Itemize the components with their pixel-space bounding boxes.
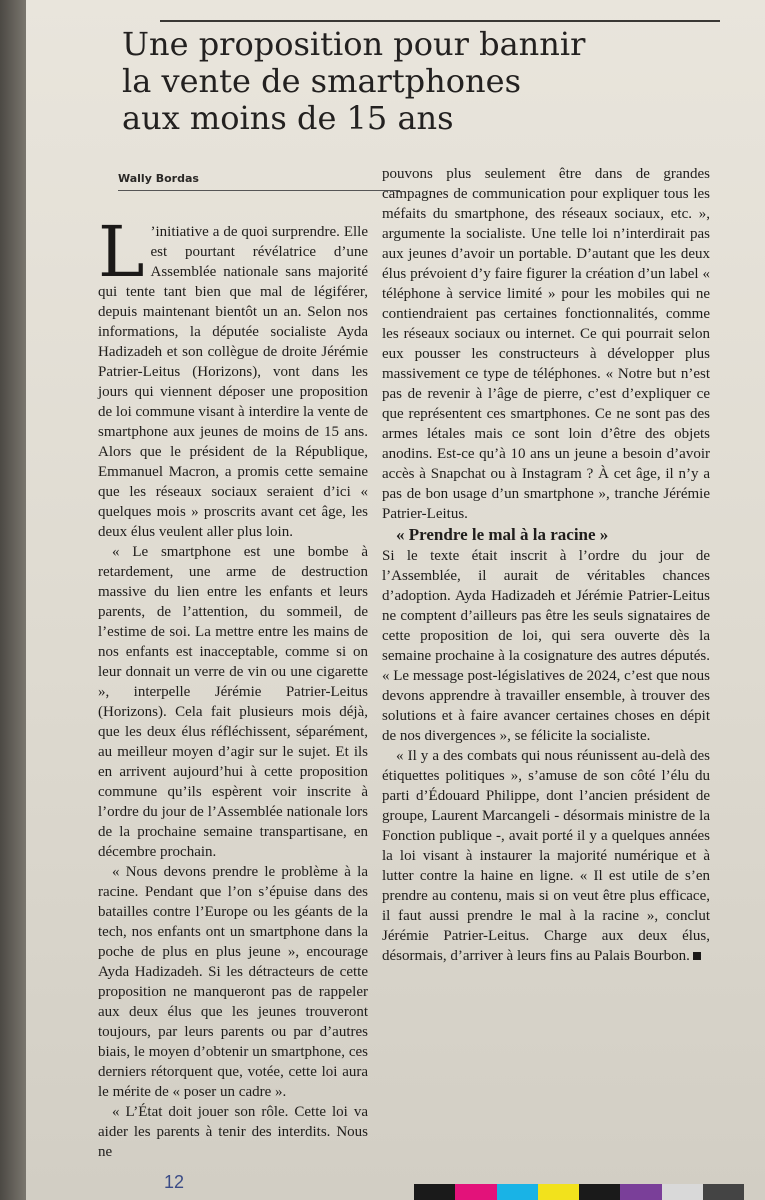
left-column xyxy=(98,211,368,1162)
page-number: 12 xyxy=(164,1172,185,1192)
paragraph-1-text: ’initiative a de quoi surprendre. Elle est pourtant révélatrice d’une Assemblée nationale sans majorité qui tente tant bien que mal de légiférer, depuis maintenant bientôt un an. Selon nos informations, la députée socialiste Ayda Hadizadeh et son collègue de droite Jérémie Patrier-Leitus (Horizons), vont dans les jours qui viennent déposer une proposition de loi commune visant à interdire la vente de smartphone aux jeunes de moins de 15 ans. Alors que le président de la République, Emmanuel Macron, a promis cette semaine que les réseaux sociaux seraient d’ici « quelques mois » proscrits avant cet âge, les deux élus veulent aller plus loin. xyxy=(98,224,368,540)
color-swatch xyxy=(455,1184,496,1200)
drop-cap: L xyxy=(98,211,145,293)
color-swatch xyxy=(414,1184,455,1200)
color-swatch xyxy=(579,1184,620,1200)
byline: Wally Bordas xyxy=(118,172,199,185)
color-swatch xyxy=(703,1184,744,1200)
paragraph-2: « Le smartphone est une bombe à retardement, une arme de destruction massive du lien entre les enfants et leurs parents, de l’attention, du sommeil, de l’estime de soi. La mettre entre les mains de nos enfants est inacceptable, comme si on leur donnait un verre de vin ou une cigarette », interpelle Jérémie Patrier-Leitus (Horizons). Cela fait plusieurs mois déjà, que les deux élus réfléchissent, séparément, au meilleur moyen d’agir sur le sujet. Et ils en arrivent aujourd’hui à cette proposition commune qu’ils espèrent voir inscrite à l’ordre du jour de l’Assemblée nationale lors de la prochaine semaine transpartisane, en décembre prochain. xyxy=(98,544,368,860)
headline-line-3: aux moins de 15 ans xyxy=(122,99,454,137)
subheading: « Prendre le mal à la racine » xyxy=(396,525,609,544)
paragraph-1 xyxy=(98,211,368,542)
paragraph-7-text: « Il y a des combats qui nous réunissent au-delà des étiquettes politiques », s’amuse de son côté l’élu du parti d’Édouard Philippe, dont l’ancien président de groupe, Laurent Marcangeli - désormais ministre de la Fonction publique -, avait porté il y a quelques années la loi visant à instaurer la majorité numérique et à lutter contre la haine en ligne. « Il est utile de s’en prendre au contenu, mais si on veut être plus efficace, il faut aussi prendre le mal à la racine », conclut Jérémie Patrier-Leitus. Charge aux deux élus, désormais, d’arriver à leurs fins au Palais Bourbon. xyxy=(382,748,710,964)
paragraph-5: pouvons plus seulement être dans de grandes campagnes de communication pour expliquer tous les méfaits du smartphone, des réseaux sociaux, etc. », argumente la socialiste. Une telle loi n’interdirait pas aux jeunes d’avoir un portable. D’autant que les deux élus prévoient d’y faire figurer la création d’un label « téléphone à service limité » pour les mobiles qui ne contiendraient pas certaines fonctionnalités, comme les réseaux sociaux ou internet. Ce qui pourrait selon eux pousser les constructeurs à développer plus massivement ce type de téléphones. « Notre but n’est pas de revenir à l’âge de pierre, c’est d’expliquer ce que représentent ces smartphones. Ce ne sont pas des armes létales mais ce sont loin d’être des objets anodins. Est-ce qu’à 10 ans un jeune a besoin d’avoir accès à Snapchat ou à Instagram ? À cet âge, il n’y a pas de bon usage d’un smartphone », tranche Jérémie Patrier-Leitus. xyxy=(382,166,710,522)
headline-line-1: Une proposition pour bannir xyxy=(122,25,586,63)
byline-rule xyxy=(118,190,400,191)
color-swatch xyxy=(538,1184,579,1200)
paragraph-4: « L’État doit jouer son rôle. Cette loi va aider les parents à tenir des interdits. Nous ne xyxy=(98,1104,368,1160)
end-of-article-mark xyxy=(693,952,701,960)
print-color-bar xyxy=(414,1184,744,1200)
right-column xyxy=(382,164,710,966)
paragraph-3: « Nous devons prendre le problème à la racine. Pendant que l’on s’épuise dans des batailles contre l’Europe ou les géants de la tech, nos enfants ont un smartphone dans la poche de plus en plus jeune », encourage Ayda Hadizadeh. Si les détracteurs de cette proposition ne manqueront pas de rappeler aux deux élus que les jeunes trouveront toujours, par leurs parents ou par d’autres biais, le moyen d’obtenir un smartphone, ces derniers rétorquent que, votée, cette loi aura le mérite de « poser un cadre ». xyxy=(98,864,368,1100)
headline-line-2: la vente de smartphones xyxy=(122,62,521,100)
paragraph-6: Si le texte était inscrit à l’ordre du jour de l’Assemblée, il aurait de véritables chances d’adoption. Ayda Hadizadeh et Jérémie Patrier-Leitus ne comptent d’ailleurs pas être les seuls signataires de cette proposition de loi, qui sera ouverte dès la semaine prochaine à la cosignature des autres députés. « Le message post-législatives de 2024, c’est que nous devons apprendre à travailler ensemble, à trouver des solutions et à faire avancer certaines choses en dépit de nos divergences », se félicite la socialiste. xyxy=(382,548,710,744)
top-rule xyxy=(160,20,720,22)
color-swatch xyxy=(662,1184,703,1200)
color-swatch xyxy=(497,1184,538,1200)
page-shadow xyxy=(0,0,26,1200)
headline xyxy=(122,26,742,137)
color-swatch xyxy=(620,1184,661,1200)
paragraph-7 xyxy=(382,746,710,966)
